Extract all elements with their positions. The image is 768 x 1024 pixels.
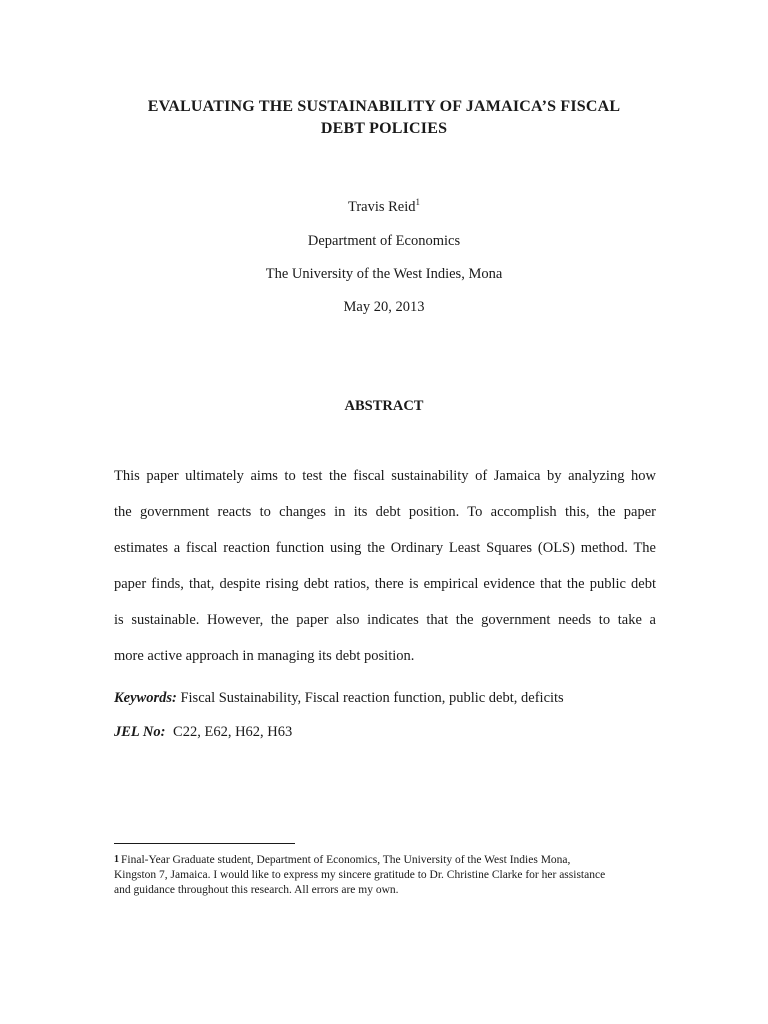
department: Department of Economics xyxy=(307,233,461,249)
paper-date: May 20, 2013 xyxy=(343,299,425,315)
author-name xyxy=(0,198,768,216)
abstract-line: is sustainable. However, the paper also indicates that the government needs to take a xyxy=(114,612,656,628)
abstract-line: estimates a fiscal reaction function using the Ordinary Least Squares (OLS) method. The xyxy=(114,540,656,556)
footnote-text-1: Final-Year Graduate student, Department of Economics, The University of the West Indies Mona, xyxy=(121,854,571,866)
abstract-body xyxy=(114,458,656,674)
jel-label: JEL No: xyxy=(114,724,166,740)
abstract-heading: ABSTRACT xyxy=(344,398,424,414)
footnote-separator xyxy=(114,843,295,844)
title-line-1: EVALUATING THE SUSTAINABILITY OF JAMAICA’S FISCAL xyxy=(147,98,621,115)
footnote xyxy=(114,852,662,898)
author-name-text: Travis Reid xyxy=(347,199,416,215)
footnote-line-1 xyxy=(114,852,662,868)
abstract-line: This paper ultimately aims to test the fiscal sustainability of Jamaica by analyzing how xyxy=(114,468,656,484)
footnote-mark: 1 xyxy=(114,854,119,865)
jel-value: C22, E62, H62, H63 xyxy=(173,724,293,740)
author-footnote-mark: 1 xyxy=(415,197,421,208)
paper-title xyxy=(100,96,668,140)
university: The University of the West Indies, Mona xyxy=(265,266,503,282)
keywords-value: Fiscal Sustainability, Fiscal reaction function, public debt, deficits xyxy=(180,690,564,706)
jel-line xyxy=(114,723,674,741)
keywords-line xyxy=(114,689,674,707)
title-line-2: DEBT POLICIES xyxy=(320,120,448,137)
abstract-line: more active approach in managing its debt position. xyxy=(114,648,415,664)
keywords-label: Keywords: xyxy=(114,690,177,706)
footnote-line-2: Kingston 7, Jamaica. I would like to express my sincere gratitude to Dr. Christine Clarke for her assistance xyxy=(114,869,606,881)
abstract-line: the government reacts to changes in its debt position. To accomplish this, the paper xyxy=(114,504,656,520)
footnote-line-3: and guidance throughout this research. All errors are my own. xyxy=(114,884,399,896)
abstract-line: paper finds, that, despite rising debt ratios, there is empirical evidence that the public debt xyxy=(114,576,656,592)
